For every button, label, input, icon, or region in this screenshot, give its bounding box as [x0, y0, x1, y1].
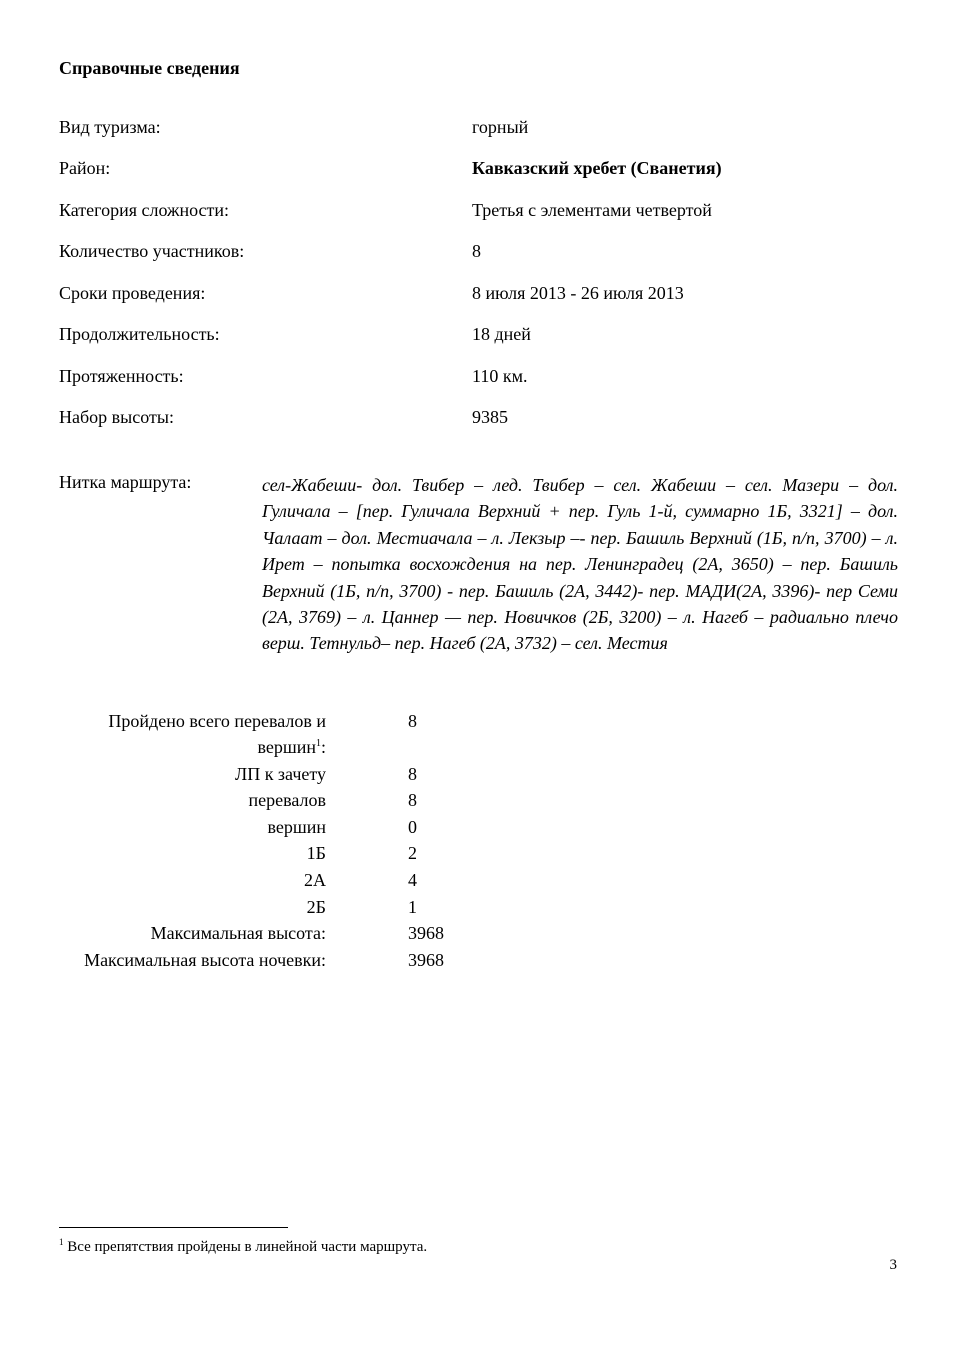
info-label-region: Район:: [59, 158, 111, 178]
stat-label-total-colon: :: [320, 737, 326, 757]
info-value-dates: 8 июля 2013 - 26 июля 2013: [472, 283, 684, 303]
footnote: [59, 1237, 427, 1256]
info-value-duration: 18 дней: [472, 324, 531, 344]
stat-label-passes: перевалов: [248, 790, 326, 810]
stat-value-2b: 1: [408, 897, 417, 917]
stat-value-peaks: 0: [408, 817, 417, 837]
stat-label-2a: 2А: [304, 870, 326, 890]
info-value-participants: 8: [472, 241, 481, 261]
stat-label-lp: ЛП к зачету: [234, 764, 326, 784]
stat-value-2a: 4: [408, 870, 417, 890]
stat-value-passes: 8: [408, 790, 417, 810]
info-label-tourism-type: Вид туризма:: [59, 117, 161, 137]
page-number: 3: [889, 1257, 897, 1273]
route-label: Нитка маршрута:: [59, 472, 192, 492]
info-label-length: Протяженность:: [59, 366, 184, 386]
stat-label-2b: 2Б: [306, 897, 326, 917]
footnote-separator: [59, 1227, 288, 1228]
footnote-text: Все препятствия пройдены в линейной части маршрута.: [63, 1239, 428, 1255]
info-value-difficulty: Третья с элементами четвертой: [472, 200, 712, 220]
stat-value-1b: 2: [408, 843, 417, 863]
stat-label-total-line1: Пройдено всего перевалов и: [108, 711, 326, 731]
info-label-dates: Сроки проведения:: [59, 283, 206, 303]
section-title: Справочные сведения: [59, 58, 240, 78]
stat-value-max-altitude: 3968: [408, 923, 444, 943]
info-value-tourism-type: горный: [472, 117, 529, 137]
stat-label-peaks: вершин: [267, 817, 326, 837]
info-label-elevation-gain: Набор высоты:: [59, 407, 174, 427]
stat-label-max-camp-altitude: Максимальная высота ночевки:: [84, 950, 326, 970]
stat-value-max-camp-altitude: 3968: [408, 950, 444, 970]
stat-label-total-word: вершин: [257, 737, 316, 757]
stat-value-total: 8: [408, 711, 417, 731]
footnote-ref: 1: [315, 738, 321, 749]
info-value-length: 110 км.: [472, 366, 528, 386]
stat-label-total-line2: [257, 737, 326, 759]
info-label-difficulty: Категория сложности:: [59, 200, 230, 220]
stat-value-lp: 8: [408, 764, 417, 784]
route-text: сел-Жабеши- дол. Твибер – лед. Твибер – сел. Жабеши – сел. Мазери – дол. Гуличала – [пер. Гуличала Верхний + пер. Гуль 1-й, суммарно 1Б, 3321] – дол. Чалаат – дол. Местиачала – л. Лекзыр –- пер. Башиль Верхний (1Б, п/п, 3700) – л. Ирет – попытка восхождения на пер. Ленинградец (2А, 3650) – пер. Башиль Верхний (1Б, п/п, 3700) - пер. Башиль (2А, 3442)- пер. МАДИ(2А, 3396)- пер Семи (2А, 3769) – л. Цаннер — пер. Новичков (2Б, 3200) – л. Нагеб – радиально плечо верш. Тетнульд– пер. Нагеб (2А, 3732) – сел. Местия: [262, 475, 898, 654]
footnote-marker: 1: [59, 1237, 64, 1247]
info-value-elevation-gain: 9385: [472, 407, 508, 427]
info-value-region: Кавказский хребет (Сванетия): [472, 158, 722, 178]
stat-label-max-altitude: Максимальная высота:: [150, 923, 326, 943]
info-label-duration: Продолжительность:: [59, 324, 220, 344]
info-label-participants: Количество участников:: [59, 241, 245, 261]
stat-label-1b: 1Б: [306, 843, 326, 863]
